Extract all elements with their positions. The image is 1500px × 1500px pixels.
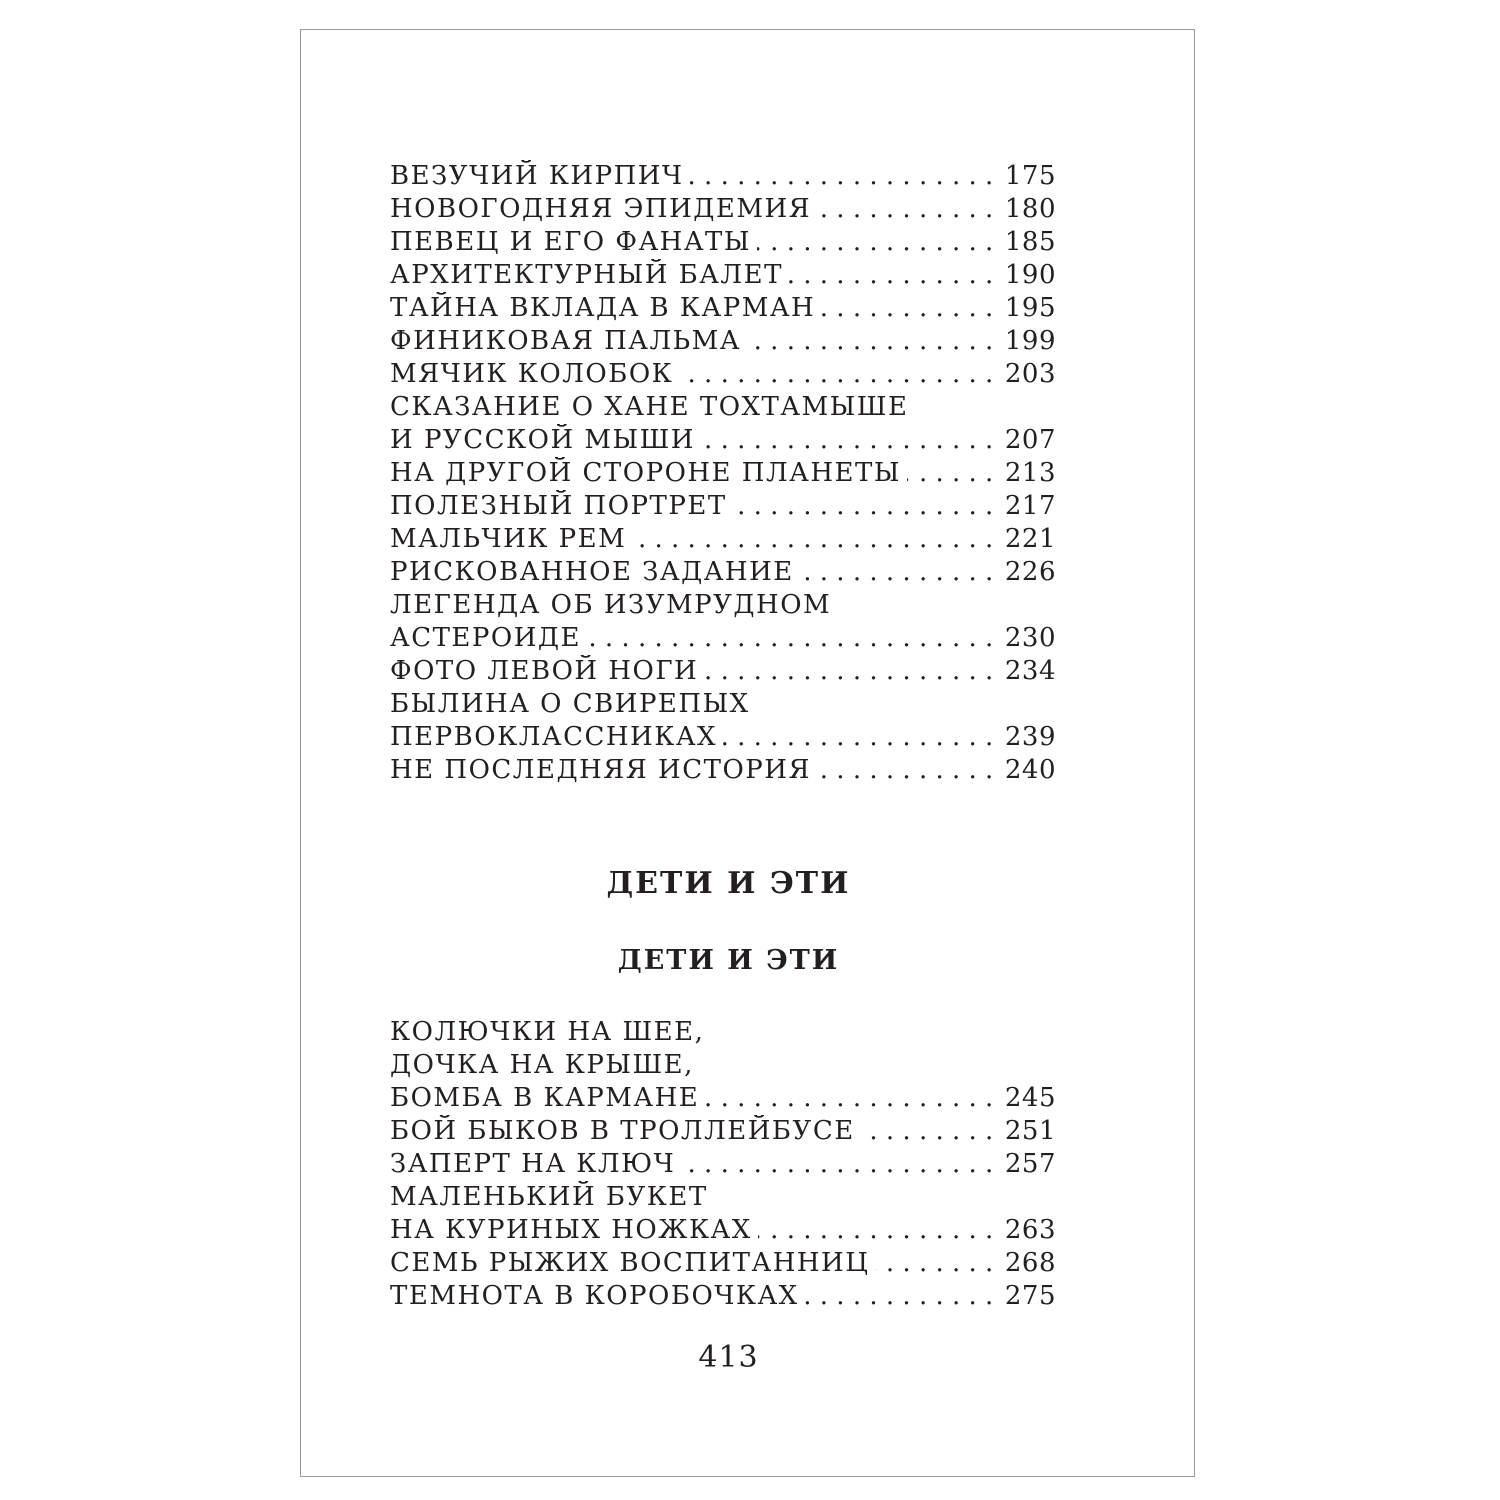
toc-entry-page-number: 175 [1001, 160, 1056, 193]
toc-entry-page-number: 185 [1001, 226, 1056, 259]
toc-entry-page-number: 226 [1001, 556, 1056, 589]
toc-entry [390, 556, 1056, 589]
toc-entry-page-number: 275 [1001, 1280, 1056, 1313]
toc-entry-title: ПОЛЕЗНЫЙ ПОРТРЕТ [390, 491, 733, 521]
toc-entry-title: БОЙ БЫКОВ В ТРОЛЛЕЙБУСЕ [390, 1116, 861, 1146]
toc-entry-page-number: 230 [1001, 622, 1056, 655]
toc-entry-title: АСТЕРОИДЕ [390, 623, 587, 653]
toc-entry-title: БОМБА В КАРМАНЕ [390, 1083, 705, 1113]
toc-entry-title: НЕ ПОСЛЕДНЯЯ ИСТОРИЯ [390, 755, 817, 785]
toc-entry-title: АРХИТЕКТУРНЫЙ БАЛЕТ [390, 260, 789, 290]
toc-entry-title: ДОЧКА НА КРЫШЕ, [390, 1050, 700, 1080]
toc-entry [390, 391, 1056, 424]
toc-entry-title: СКАЗАНИЕ О ХАНЕ ТОХТАМЫШЕ [390, 392, 914, 422]
toc-entry [390, 259, 1056, 292]
toc-entry [390, 358, 1056, 391]
toc-entry-title: МЯЧИК КОЛОБОК [390, 359, 679, 389]
toc-entry-page-number: 213 [1001, 457, 1056, 490]
page-number: 413 [698, 1340, 759, 1375]
toc-entry [390, 754, 1056, 787]
toc-entry-page-number: 207 [1001, 424, 1056, 457]
toc-entry-title: ПЕРВОКЛАССНИКАХ [390, 722, 723, 752]
toc-entry [390, 523, 1056, 556]
toc-entry-page-number: 245 [1001, 1082, 1056, 1115]
toc-entry-title: ПЕВЕЦ И ЕГО ФАНАТЫ [390, 227, 757, 257]
toc-entry [390, 1016, 1056, 1049]
toc-entry-page-number: 251 [1001, 1115, 1056, 1148]
toc-entry [390, 622, 1056, 655]
toc-entry [390, 1148, 1056, 1181]
toc-entry-title: ФИНИКОВАЯ ПАЛЬМА [390, 326, 747, 356]
toc-entry-page-number: 263 [1001, 1214, 1056, 1247]
toc-entry [390, 1214, 1056, 1247]
toc-entry-title: КОЛЮЧКИ НА ШЕЕ, [390, 1017, 710, 1047]
toc-entry-page-number: 190 [1001, 259, 1056, 292]
toc-entry-page-number: 217 [1001, 490, 1056, 523]
toc-entry [390, 1181, 1056, 1214]
toc-entry-title: БЫЛИНА О СВИРЕПЫХ [390, 689, 756, 719]
toc-entry-title: РИСКОВАННОЕ ЗАДАНИЕ [390, 557, 800, 587]
toc-entry-page-number: 234 [1001, 655, 1056, 688]
toc-entry-page-number: 239 [1001, 721, 1056, 754]
toc-entry-page-number: 268 [1001, 1247, 1056, 1280]
toc-entry [390, 193, 1056, 226]
toc-entry [390, 490, 1056, 523]
toc-entry [390, 424, 1056, 457]
toc-list-top [390, 160, 1056, 787]
toc-entry-page-number: 195 [1001, 292, 1056, 325]
toc-entry-title: ФОТО ЛЕВОЙ НОГИ [390, 656, 704, 686]
toc-entry-title: НОВОГОДНЯЯ ЭПИДЕМИЯ [390, 194, 817, 224]
toc-entry-page-number: 221 [1001, 523, 1056, 556]
toc-entry [390, 655, 1056, 688]
toc-entry-page-number: 240 [1001, 754, 1056, 787]
toc-entry [390, 292, 1056, 325]
toc-entry-title: И РУССКОЙ МЫШИ [390, 425, 701, 455]
toc-entry [390, 1247, 1056, 1280]
toc-entry-title: ТАЙНА ВКЛАДА В КАРМАН [390, 293, 821, 323]
toc-entry [390, 325, 1056, 358]
toc-list-bottom [390, 1016, 1056, 1313]
toc-entry-title: МАЛЬЧИК РЕМ [390, 524, 632, 554]
toc-entry-page-number: 180 [1001, 193, 1056, 226]
toc-entry-title: ЗАПЕРТ НА КЛЮЧ [390, 1149, 681, 1179]
toc-entry-title: СЕМЬ РЫЖИХ ВОСПИТАННИЦ [390, 1248, 875, 1278]
toc-entry-title: МАЛЕНЬКИЙ БУКЕТ [390, 1182, 714, 1212]
toc-entry-title: НА ДРУГОЙ СТОРОНЕ ПЛАНЕТЫ [390, 458, 907, 488]
toc-entry [390, 1115, 1056, 1148]
section-heading: ДЕТИ И ЭТИ [606, 866, 851, 901]
subsection-heading: ДЕТИ И ЭТИ [617, 945, 840, 976]
toc-entry-title: ВЕЗУЧИЙ КИРПИЧ [390, 161, 690, 191]
toc-entry [390, 589, 1056, 622]
toc-entry-title: ЛЕГЕНДА ОБ ИЗУМРУДНОМ [390, 590, 837, 620]
toc-entry-page-number: 199 [1001, 325, 1056, 358]
toc-entry [390, 226, 1056, 259]
toc-entry [390, 1049, 1056, 1082]
toc-entry [390, 160, 1056, 193]
toc-entry [390, 1280, 1056, 1313]
toc-entry [390, 721, 1056, 754]
toc-entry-page-number: 203 [1001, 358, 1056, 391]
toc-entry [390, 688, 1056, 721]
toc-entry-title: НА КУРИНЫХ НОЖКАХ [390, 1215, 758, 1245]
toc-entry-title: ТЕМНОТА В КОРОБОЧКАХ [390, 1281, 805, 1311]
toc-entry [390, 457, 1056, 490]
toc-entry-page-number: 257 [1001, 1148, 1056, 1181]
toc-entry [390, 1082, 1056, 1115]
